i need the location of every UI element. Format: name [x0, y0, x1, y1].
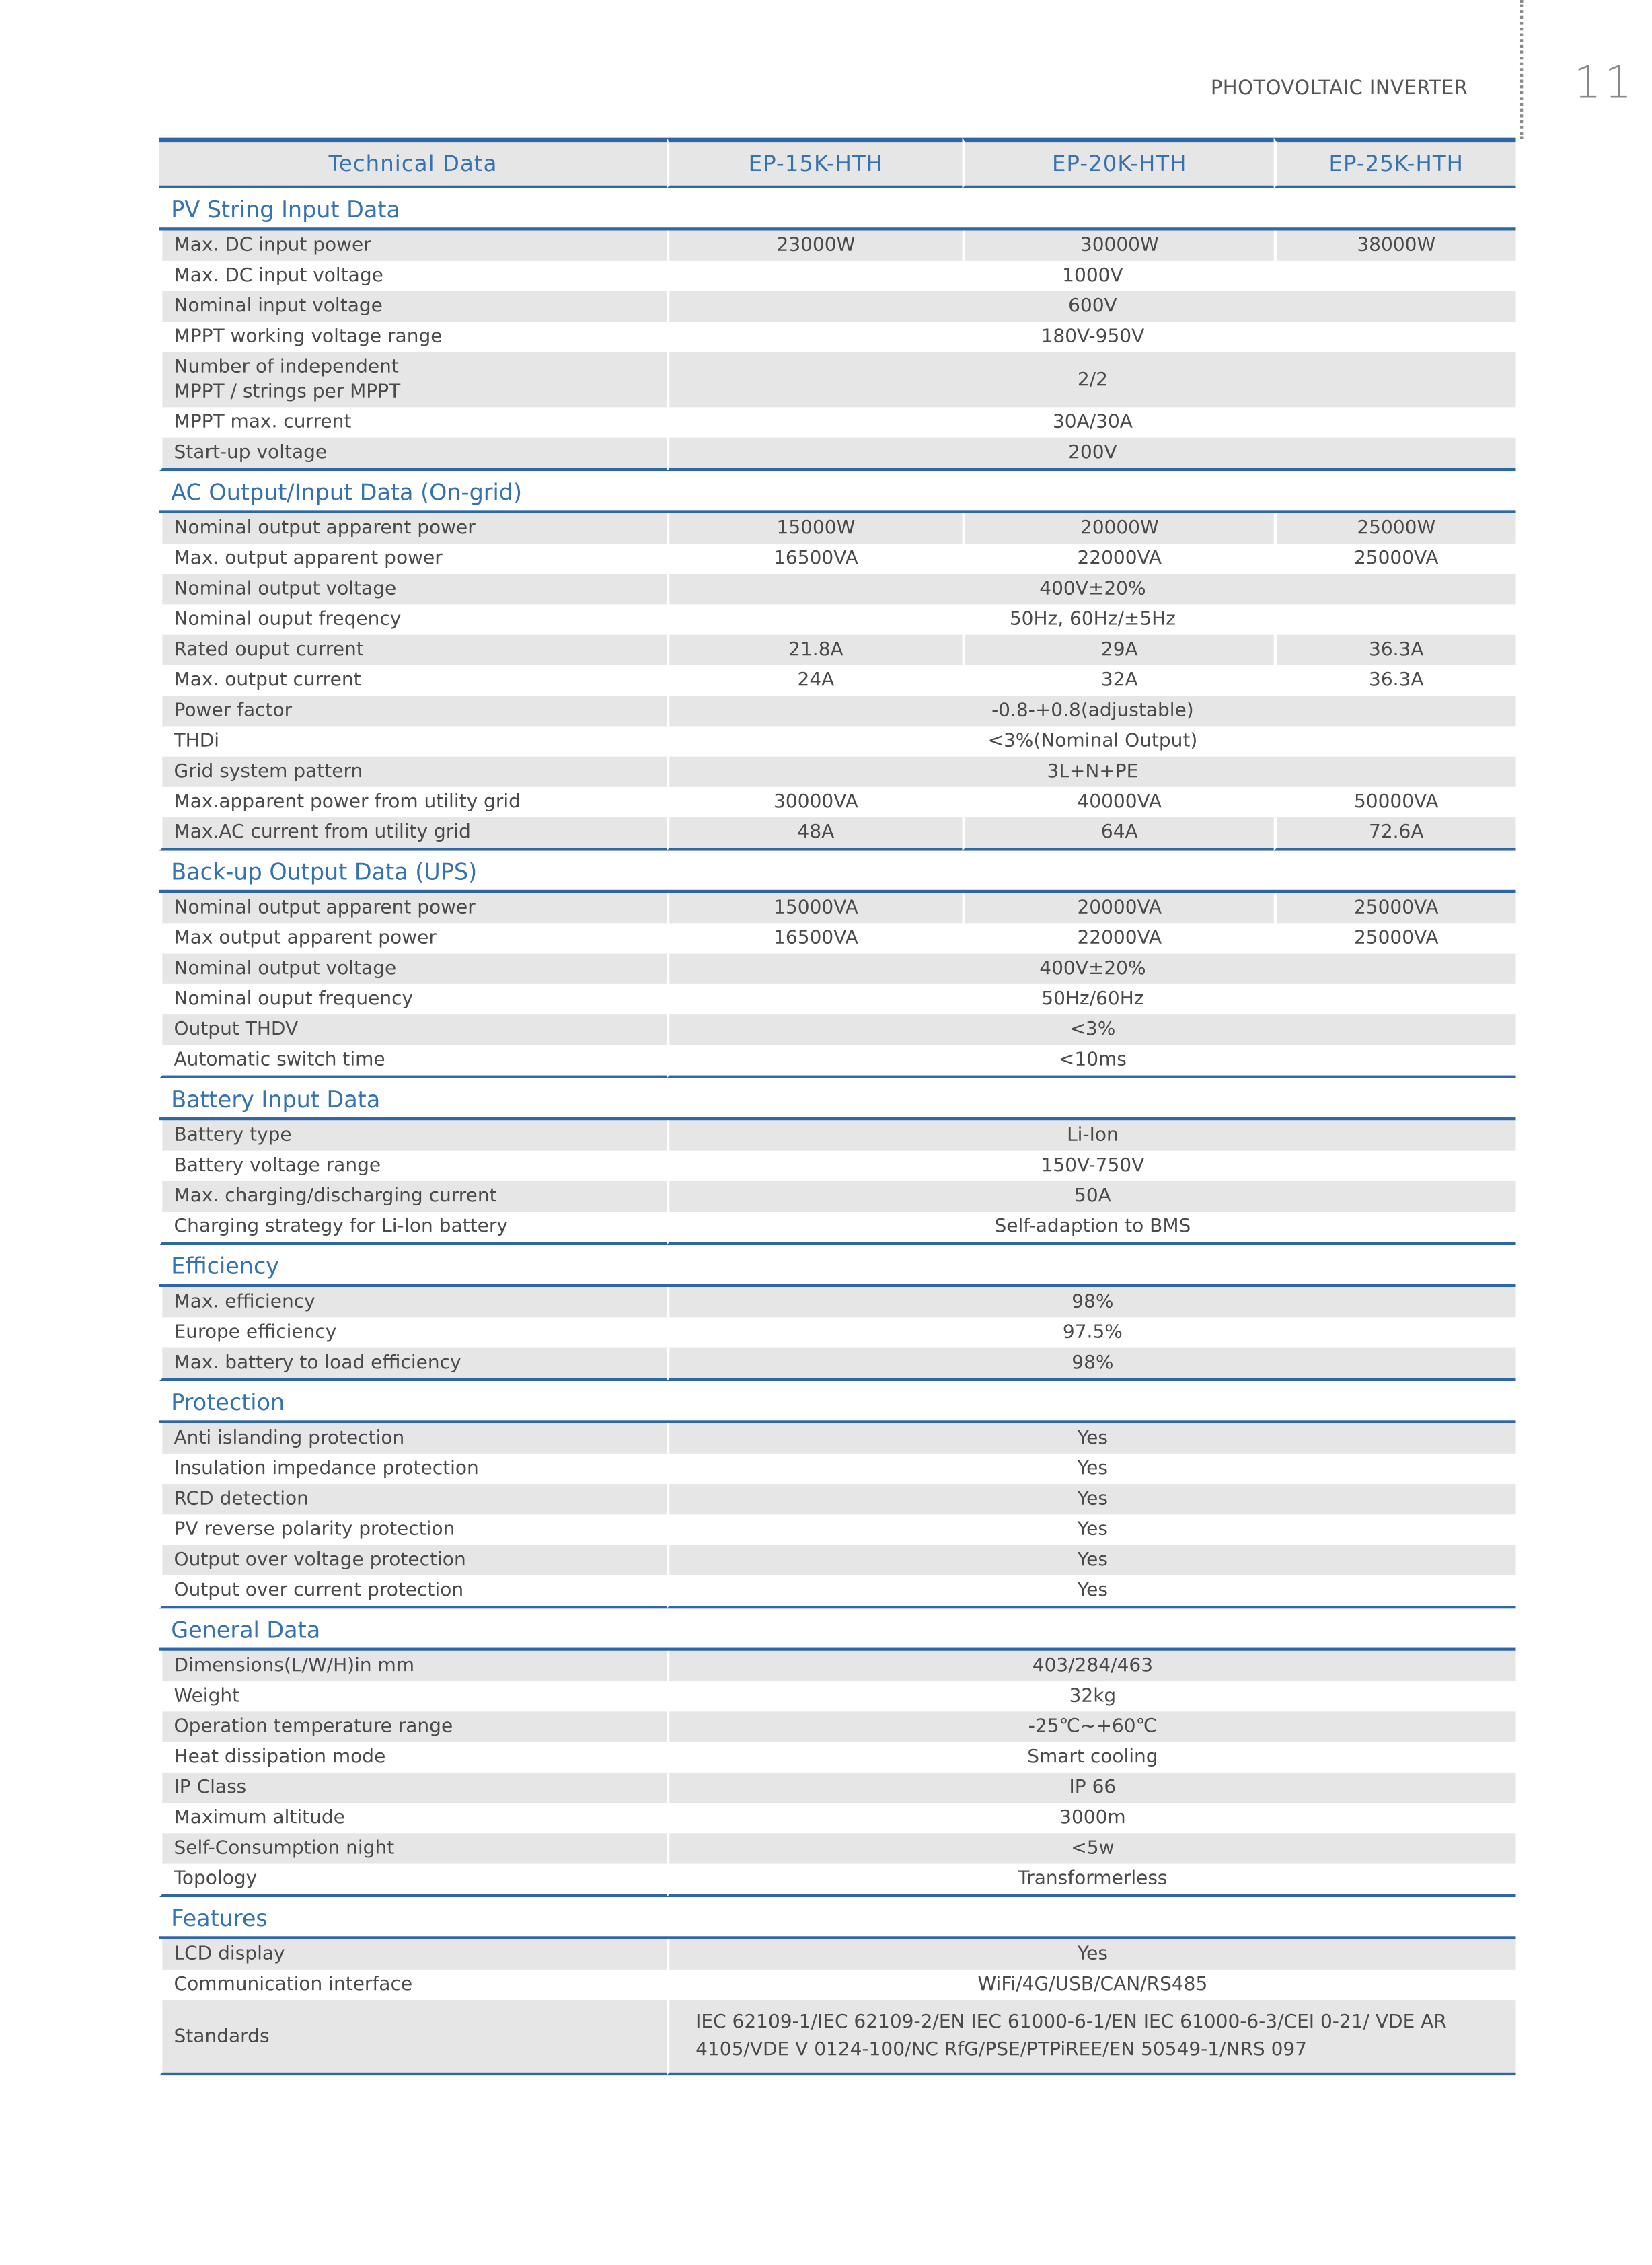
row-label-line: Max. output current [174, 669, 361, 692]
row-label [159, 1423, 667, 1454]
table-body [159, 188, 1516, 2075]
row-label-line: Max output apparent power [174, 927, 437, 950]
row-label-line: Max. charging/discharging current [174, 1185, 497, 1208]
row-label [159, 261, 667, 291]
row-value: <10ms [667, 1045, 1515, 1078]
row-value-model-2: 22000VA [963, 544, 1274, 574]
row-value-model-1: 15000VA [667, 893, 962, 923]
row-label-line: MPPT working voltage range [174, 326, 443, 348]
row-value: <3%(Nominal Output) [667, 726, 1515, 756]
row-label [159, 1120, 667, 1150]
section-header [159, 1381, 1516, 1423]
row-value-model-1: 15000W [667, 513, 962, 544]
row-label-line: LCD display [174, 1943, 285, 1966]
row-label [159, 954, 667, 984]
table-row [159, 352, 1516, 408]
row-value-model-2: 29A [963, 635, 1274, 665]
row-value: 600V [667, 291, 1515, 322]
header-ep-15k-hth: EP-15K-HTH [667, 138, 962, 188]
table-row [159, 1545, 1516, 1575]
row-label [159, 513, 667, 544]
row-label [159, 352, 667, 408]
row-label [159, 1484, 667, 1514]
row-value: IP 66 [667, 1773, 1515, 1803]
row-value-model-2: 30000W [963, 231, 1274, 261]
table-row [159, 1151, 1516, 1181]
row-label-line: Max. efficiency [174, 1291, 315, 1313]
table-row [159, 923, 1516, 953]
row-value: Li-Ion [667, 1120, 1515, 1150]
row-label-line: Battery type [174, 1124, 292, 1147]
section-title: Protection [159, 1381, 1516, 1423]
row-label-line: Nominal ouput freqency [174, 608, 402, 631]
row-value-model-3: 36.3A [1274, 635, 1516, 665]
dotted-divider [1520, 0, 1523, 139]
row-label [159, 757, 667, 787]
row-value: <3% [667, 1014, 1515, 1045]
row-label [159, 1317, 667, 1347]
row-label-line: PV reverse polarity protection [174, 1518, 455, 1541]
row-label-line: Max.AC current from utility grid [174, 821, 471, 844]
row-label [159, 1773, 667, 1803]
row-value: 3000m [667, 1803, 1515, 1833]
table-row [159, 1120, 1516, 1150]
row-label-line: Standards [174, 2025, 270, 2048]
row-value: 150V-750V [667, 1151, 1515, 1181]
row-label-line: Maximum altitude [174, 1807, 345, 1829]
row-label-line: MPPT / strings per MPPT [174, 381, 401, 403]
row-value: 400V±20% [667, 954, 1515, 984]
row-label [159, 604, 667, 634]
section-header [159, 1245, 1516, 1287]
row-label [159, 231, 667, 261]
row-label [159, 1803, 667, 1833]
table-row [159, 1651, 1516, 1681]
row-label [159, 696, 667, 726]
row-value-model-2: 40000VA [963, 787, 1274, 817]
row-value: 32kg [667, 1681, 1515, 1711]
table-row [159, 291, 1516, 322]
row-value-model-2: 20000VA [963, 893, 1274, 923]
section-title: Features [159, 1897, 1516, 1939]
table-row [159, 1575, 1516, 1609]
row-value: IEC 62109-1/IEC 62109-2/EN IEC 61000-6-1/EN IEC 61000-6-3/CEI 0-21/ VDE AR 4105/VDE V 0124-100/NC RfG/PSE/PTPiREE/EN 50549-1/NRS 097 [667, 2000, 1515, 2075]
row-label [159, 1014, 667, 1045]
row-value-model-3: 50000VA [1274, 787, 1516, 817]
row-label [159, 322, 667, 352]
table-row [159, 438, 1516, 472]
row-label [159, 1833, 667, 1863]
row-value-model-3: 25000W [1274, 513, 1516, 544]
table-row [159, 513, 1516, 544]
section-header [159, 851, 1516, 893]
row-value-model-3: 38000W [1274, 231, 1516, 261]
section-header [159, 188, 1516, 230]
row-label-line: Output over current protection [174, 1580, 464, 1602]
table-row [159, 665, 1516, 696]
row-value: 50A [667, 1181, 1515, 1212]
row-label-line: Topology [174, 1868, 258, 1890]
technical-data-table [159, 138, 1516, 2075]
row-value: Yes [667, 1423, 1515, 1454]
table-row [159, 1423, 1516, 1454]
row-value-model-1: 16500VA [667, 923, 962, 953]
row-label-line: Heat dissipation mode [174, 1746, 386, 1769]
table-row [159, 407, 1516, 437]
row-label-line: Rated ouput current [174, 639, 364, 661]
row-label-line: Output over voltage protection [174, 1549, 466, 1571]
row-value-model-1: 30000VA [667, 787, 962, 817]
row-label-line: Operation temperature range [174, 1715, 453, 1738]
table-row [159, 1045, 1516, 1078]
row-label-line: Nominal output apparent power [174, 517, 476, 540]
row-label-line: IP Class [174, 1777, 247, 1799]
table-row [159, 1864, 1516, 1898]
row-value: 50Hz, 60Hz/±5Hz [667, 604, 1515, 634]
row-value: Yes [667, 1484, 1515, 1514]
row-label [159, 1742, 667, 1773]
row-label [159, 923, 667, 953]
row-label-line: Europe efficiency [174, 1321, 337, 1344]
table-row [159, 893, 1516, 923]
row-label-line: Self-Consumption night [174, 1837, 395, 1860]
header-ep-25k-hth: EP-25K-HTH [1274, 138, 1516, 188]
row-label-line: Nominal input voltage [174, 295, 383, 318]
section-title: Battery Input Data [159, 1078, 1516, 1120]
row-label-line: Nominal output voltage [174, 578, 397, 600]
row-label-line: THDi [174, 730, 220, 753]
section-header [159, 1078, 1516, 1120]
row-label-line: Nominal ouput frequency [174, 988, 414, 1010]
row-label [159, 1545, 667, 1575]
row-label [159, 1181, 667, 1212]
row-value-model-2: 64A [963, 817, 1274, 851]
row-value: 2/2 [667, 352, 1515, 408]
table-row [159, 574, 1516, 604]
row-label [159, 635, 667, 665]
row-value: WiFi/4G/USB/CAN/RS485 [667, 1970, 1515, 2000]
row-label-line: Anti islanding protection [174, 1427, 405, 1450]
table-row [159, 1287, 1516, 1317]
table-row [159, 231, 1516, 261]
table-row [159, 984, 1516, 1014]
page-number: 11 [1573, 58, 1635, 109]
row-label [159, 1151, 667, 1181]
table-row [159, 1742, 1516, 1773]
row-label [159, 1212, 667, 1245]
row-value-model-3: 72.6A [1274, 817, 1516, 851]
row-value: <5w [667, 1833, 1515, 1863]
table-row [159, 635, 1516, 665]
header-technical-data: Technical Data [159, 138, 667, 188]
running-title: PHOTOVOLTAIC INVERTER [1210, 77, 1468, 100]
row-label-line: Max.apparent power from utility grid [174, 791, 521, 813]
row-value-model-3: 25000VA [1274, 544, 1516, 574]
row-value: 3L+N+PE [667, 757, 1515, 787]
table-row [159, 726, 1516, 756]
row-label [159, 1575, 667, 1609]
row-label [159, 1939, 667, 1970]
row-value: -0.8-+0.8(adjustable) [667, 696, 1515, 726]
row-label [159, 1454, 667, 1484]
row-value: 180V-950V [667, 322, 1515, 352]
row-value-model-3: 36.3A [1274, 665, 1516, 696]
row-value: 50Hz/60Hz [667, 984, 1515, 1014]
row-label [159, 1348, 667, 1382]
row-value: 98% [667, 1287, 1515, 1317]
table-row [159, 817, 1516, 851]
row-label [159, 1970, 667, 2000]
table-row [159, 1514, 1516, 1545]
row-value-model-1: 24A [667, 665, 962, 696]
table-row [159, 1711, 1516, 1742]
row-value: Self-adaption to BMS [667, 1212, 1515, 1245]
row-value-model-1: 48A [667, 817, 962, 851]
row-label [159, 787, 667, 817]
table-row [159, 1348, 1516, 1382]
row-label [159, 1864, 667, 1898]
row-value: 400V±20% [667, 574, 1515, 604]
row-label [159, 438, 667, 472]
table-row [159, 322, 1516, 352]
table-row [159, 787, 1516, 817]
table-row [159, 1454, 1516, 1484]
row-label [159, 1681, 667, 1711]
row-label-line: Battery voltage range [174, 1155, 381, 1177]
row-label [159, 817, 667, 851]
section-title: Efficiency [159, 1245, 1516, 1287]
row-label-line: Output THDV [174, 1018, 299, 1041]
table-row [159, 757, 1516, 787]
row-label-line: Automatic switch time [174, 1049, 385, 1072]
section-title: General Data [159, 1608, 1516, 1650]
table-row [159, 696, 1516, 726]
row-value: Transformerless [667, 1864, 1515, 1898]
row-value-model-1: 21.8A [667, 635, 962, 665]
row-value-model-2: 20000W [963, 513, 1274, 544]
table-row [159, 1803, 1516, 1833]
table-row [159, 1773, 1516, 1803]
row-value: Yes [667, 1939, 1515, 1970]
row-value: Yes [667, 1454, 1515, 1484]
row-label [159, 1514, 667, 1545]
table-row [159, 1212, 1516, 1245]
row-value-model-1: 23000W [667, 231, 962, 261]
row-label-line: Start-up voltage [174, 442, 328, 464]
table-row [159, 1014, 1516, 1045]
row-value-model-2: 22000VA [963, 923, 1274, 953]
row-value: Yes [667, 1575, 1515, 1609]
row-label [159, 1287, 667, 1317]
table-row [159, 544, 1516, 574]
row-label [159, 544, 667, 574]
row-value-model-3: 25000VA [1274, 923, 1516, 953]
row-label-line: MPPT max. current [174, 411, 352, 434]
row-label-line: Nominal output voltage [174, 958, 397, 980]
row-label-line: Number of independent [174, 356, 399, 379]
table-row [159, 1317, 1516, 1347]
section-header [159, 1897, 1516, 1939]
row-label-line: Nominal output apparent power [174, 897, 476, 919]
row-label-line: Dimensions(L/W/H)in mm [174, 1655, 415, 1677]
table-row [159, 261, 1516, 291]
row-label [159, 1651, 667, 1681]
table-row [159, 1484, 1516, 1514]
section-header [159, 1608, 1516, 1650]
row-value: 1000V [667, 261, 1515, 291]
table-row [159, 1939, 1516, 1970]
section-title: PV String Input Data [159, 188, 1516, 230]
row-value: 403/284/463 [667, 1651, 1515, 1681]
row-label-line: Power factor [174, 700, 293, 722]
row-value-model-2: 32A [963, 665, 1274, 696]
row-label [159, 1045, 667, 1078]
row-label-line: Max. DC input power [174, 235, 371, 257]
row-value: Yes [667, 1514, 1515, 1545]
row-value-model-1: 16500VA [667, 544, 962, 574]
row-value: Smart cooling [667, 1742, 1515, 1773]
table-row [159, 604, 1516, 634]
row-label-line: Max. battery to load efficiency [174, 1352, 461, 1374]
row-value-model-3: 25000VA [1274, 893, 1516, 923]
row-value: 200V [667, 438, 1515, 472]
table-row [159, 2000, 1516, 2075]
section-title: AC Output/Input Data (On-grid) [159, 471, 1516, 513]
row-label-line: Grid system pattern [174, 761, 363, 783]
table-row [159, 1833, 1516, 1863]
section-title: Back-up Output Data (UPS) [159, 851, 1516, 893]
section-header [159, 471, 1516, 513]
row-label-line: RCD detection [174, 1488, 309, 1510]
row-label-line: Communication interface [174, 1974, 413, 1996]
header-ep-20k-hth: EP-20K-HTH [963, 138, 1274, 188]
row-label [159, 893, 667, 923]
row-label [159, 984, 667, 1014]
row-value: 97.5% [667, 1317, 1515, 1347]
table-row [159, 1681, 1516, 1711]
table-row [159, 1970, 1516, 2000]
row-label-line: Weight [174, 1685, 240, 1707]
row-label-line: Max. output apparent power [174, 548, 443, 570]
row-value: 98% [667, 1348, 1515, 1382]
row-label [159, 726, 667, 756]
row-label-line: Charging strategy for Li-Ion battery [174, 1216, 508, 1238]
row-label-line: Max. DC input voltage [174, 265, 383, 287]
row-value: Yes [667, 1545, 1515, 1575]
row-label [159, 2000, 667, 2075]
row-label-line: Insulation impedance protection [174, 1458, 479, 1480]
row-label [159, 291, 667, 322]
row-label [159, 407, 667, 437]
row-label [159, 574, 667, 604]
row-value: 30A/30A [667, 407, 1515, 437]
row-label [159, 665, 667, 696]
table-row [159, 954, 1516, 984]
row-label [159, 1711, 667, 1742]
row-value: -25℃~+60℃ [667, 1711, 1515, 1742]
table-header-row [159, 138, 1516, 188]
table-row [159, 1181, 1516, 1212]
